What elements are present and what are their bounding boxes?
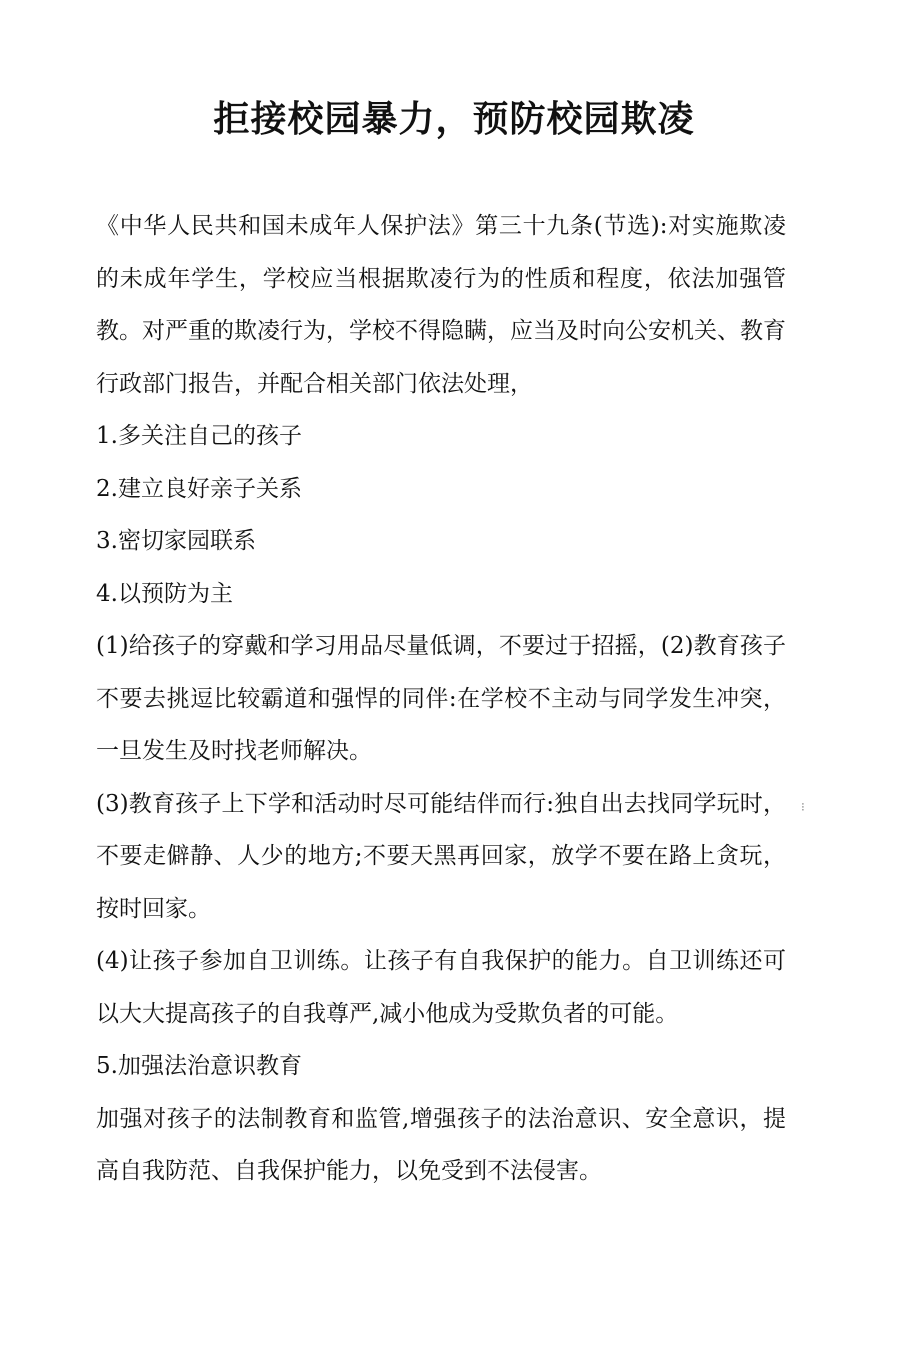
list-item-5: 5.加强法治意识教育 <box>96 1053 302 1079</box>
list-item-3: 3.密切家园联系 <box>96 528 256 554</box>
sub-item-3: (3)教育孩子上下学和活动时尽可能结伴而行:独自出去找同学玩时，不要走僻静、人少的地方;不要天黑再回家，放学不要在路上贪玩，按时回家。 <box>96 790 786 922</box>
sub-item-1-2: (1)给孩子的穿戴和学习用品尽量低调，不要过于招摇，(2)教育孩子不要去挑逗比较霸道和强悍的同伴:在学校不主动与同学发生冲突，一旦发生及时找老师解决。 <box>96 633 786 764</box>
sub-item-4: (4)让孩子参加自卫训练。让孩子有自我保护的能力。自卫训练还可以大大提高孩子的自我尊严,减小他成为受欺负者的可能。 <box>96 948 786 1027</box>
list-item-5-detail: 加强对孩子的法制教育和监管,增强孩子的法治意识、安全意识，提高自我防范、自我保护能力，以免受到不法侵害。 <box>96 1105 786 1184</box>
list-item-2: 2.建立良好亲子关系 <box>96 475 302 502</box>
list-item-4: 4.以预防为主 <box>96 580 233 607</box>
document-body <box>96 200 786 1198</box>
list-item-1: 1.多关注自己的孩子 <box>96 423 302 449</box>
scan-speck-mark: ⁝ <box>801 800 805 814</box>
document-title: 拒接校园暴力，预防校园欺凌 <box>213 98 695 140</box>
law-excerpt-paragraph: 《中华人民共和国未成年人保护法》第三十九条(节选):对实施欺凌的未成年学生，学校应当根据欺凌行为的性质和程度，依法加强管教。对严重的欺凌行为，学校不得隐瞒，应当及时向公安机关、教育行政部门报告，并配合相关部门依法处理， <box>96 213 786 397</box>
